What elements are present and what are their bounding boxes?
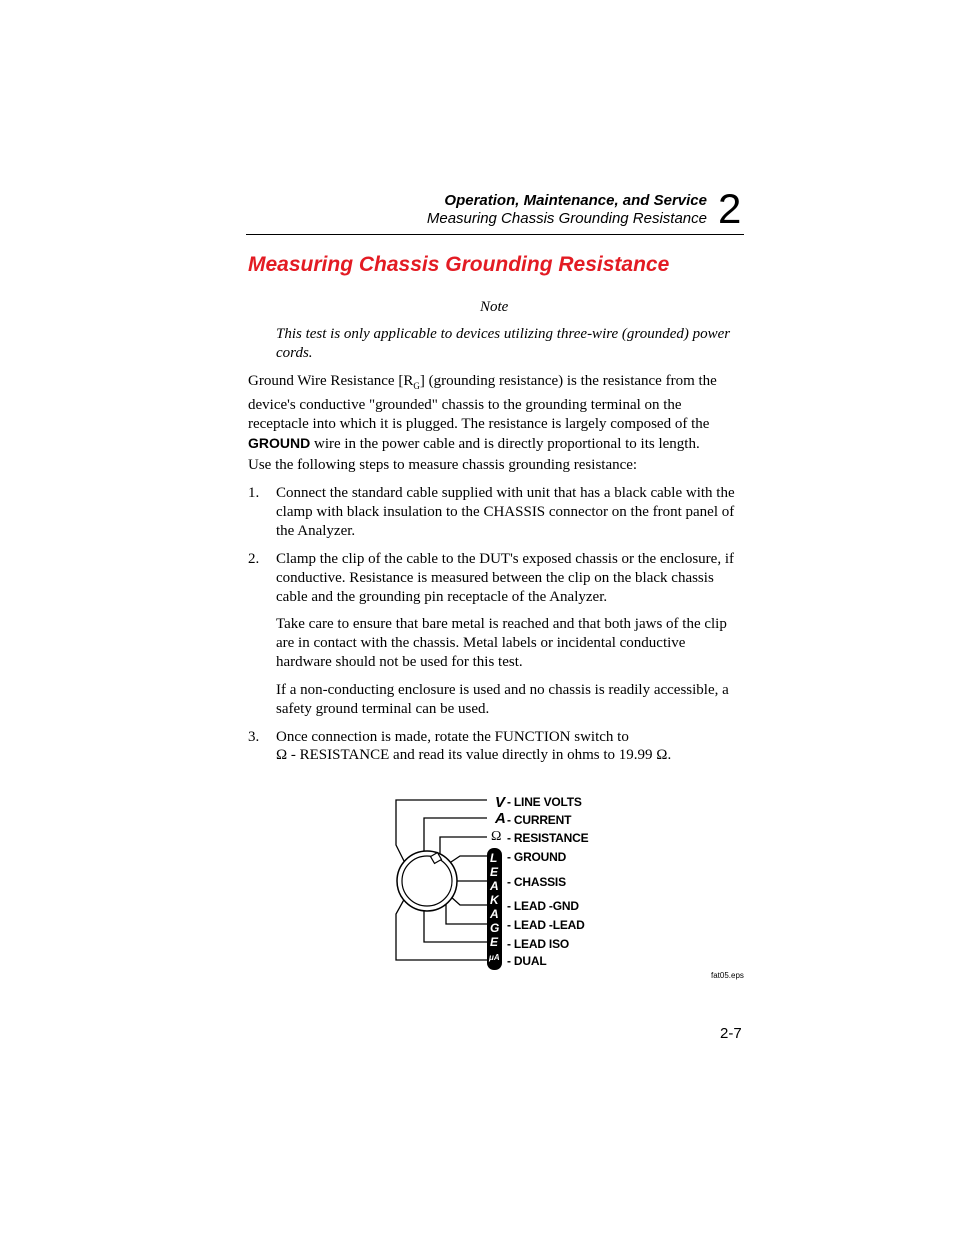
leakage-letter-e2: E	[490, 935, 499, 949]
ohm-symbol: Ω	[491, 829, 502, 844]
step-3-line-2: Ω - RESISTANCE and read its value directly in ohms to 19.99 Ω.	[276, 747, 672, 763]
label-lead-iso: - LEAD ISO	[507, 937, 570, 951]
step-1-text: Connect the standard cable supplied with unit that has a black cable with the clamp with black insulation to the CHASSIS connector on the front panel of the Analyzer.	[276, 485, 735, 539]
step-2-number: 2.	[248, 551, 260, 567]
p1-post: ] (grounding resistance) is the resistance from the device's conductive "grounded" chassis to the grounding terminal on the receptacle into which it is plugged. The resistance is largely composed of the	[248, 373, 717, 432]
section-title: Measuring Chassis Grounding Resistance	[248, 253, 670, 276]
label-resistance: - RESISTANCE	[507, 831, 589, 845]
leakage-letter-l: L	[490, 851, 498, 865]
leakage-letter-a2: A	[490, 907, 499, 921]
leakage-letter-k: K	[490, 893, 499, 907]
paragraph-ground-wire-resistance	[248, 372, 743, 454]
label-line-volts: - LINE VOLTS	[507, 795, 582, 809]
amps-symbol: A	[495, 810, 506, 827]
running-header-section: Measuring Chassis Grounding Resistance	[426, 210, 707, 227]
volts-symbol: V	[495, 794, 506, 811]
p1-sub: G	[413, 381, 420, 391]
paragraph-intro-steps: Use the following steps to measure chassis grounding resistance:	[248, 457, 638, 473]
running-header-chapter: Operation, Maintenance, and Service	[444, 192, 707, 209]
note-label: Note	[480, 299, 509, 315]
label-lead-lead: - LEAD -LEAD	[507, 918, 585, 932]
page-number: 2-7	[720, 1025, 742, 1042]
note-text: This test is only applicable to devices utilizing three-wire (grounded) power cords.	[276, 326, 731, 361]
label-current: - CURRENT	[507, 813, 572, 827]
p1-pre: Ground Wire Resistance [R	[248, 373, 414, 389]
step-3-number: 3.	[248, 729, 260, 745]
label-dual: - DUAL	[507, 954, 547, 968]
step-2-continuation-2: If a non-conducting enclosure is used and no chassis is readily accessible, a safety ground terminal can be used.	[276, 682, 729, 717]
figure-caption: fat05.eps	[711, 971, 744, 980]
p1-bold: GROUND	[248, 435, 311, 451]
label-lead-gnd: - LEAD -GND	[507, 899, 579, 913]
leakage-letter-ua: μA	[489, 953, 500, 962]
step-2-text: Clamp the clip of the cable to the DUT's exposed chassis or the enclosure, if conductive. Resistance is measured between the clip on the black chassis cable and the grounding pin receptacle of the Analyzer.	[276, 551, 734, 605]
chapter-number: 2	[718, 185, 742, 232]
leakage-letter-g: G	[490, 921, 500, 935]
leakage-letter-a: A	[490, 879, 499, 893]
function-knob-inner	[402, 856, 452, 906]
label-ground: - GROUND	[507, 850, 567, 864]
header-rule	[246, 234, 744, 235]
leakage-letter-e: E	[490, 865, 499, 879]
p1-end: wire in the power cable and is directly proportional to its length.	[310, 436, 700, 452]
label-chassis: - CHASSIS	[507, 875, 566, 889]
step-1-number: 1.	[248, 485, 260, 501]
step-2-continuation-1: Take care to ensure that bare metal is reached and that both jaws of the clip are in contact with the chassis. Metal labels or incidental conductive hardware should not be used for this test.	[276, 616, 727, 670]
step-3-line-1: Once connection is made, rotate the FUNCTION switch to	[276, 729, 629, 745]
